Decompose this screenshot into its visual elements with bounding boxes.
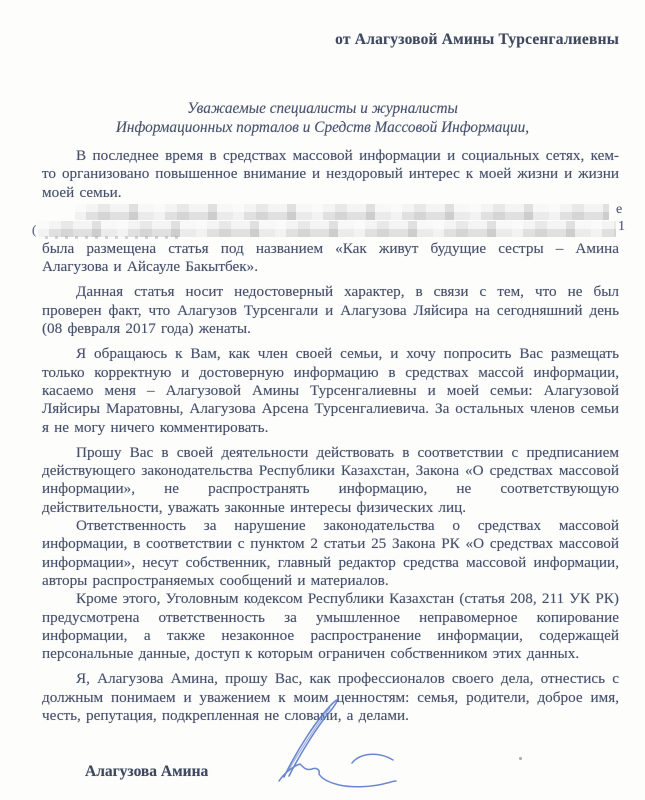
paragraph: была размещена статья под названием «Как живут будущие сестры – Амина Алагузова и Айсауле Бакытбек».: [42, 239, 619, 276]
letter-from-line: от Алагузовой Амины Турсенгалиевны: [335, 31, 619, 48]
redaction-bar: [38, 221, 616, 237]
salutation-line: Уважаемые специалисты и журналисты: [187, 100, 458, 117]
handwritten-signature-icon: [248, 668, 418, 800]
redaction-edge-char: е: [616, 201, 623, 217]
redaction-edge-char: 1: [618, 218, 625, 234]
paragraph: Прошу Вас в своей деятельности действовать в соответствии с предписанием действующего законодательства Республики Казахстан, Закона «О средствах массовой информации», не распространять информацию, не соответствующую действительности, уважать законные интересы физических лиц.: [42, 443, 619, 516]
paragraph: Кроме этого, Уголовным кодексом Республики Казахстан (статья 208, 211 УК РК) предусмотрена ответственность за умышленное неправомерное копирование информации, а также незаконное распространение информации, содержащей персональные данные, доступ к которым ограничен собственником этих данных.: [42, 590, 619, 663]
paragraph: Данная статья носит недостоверный характер, в связи с тем, что не был проверен факт, что Алагузов Турсенгали и Алагузова Ляйсира на сегодняшний день (08 февраля 2017 года) женаты.: [42, 283, 619, 338]
paragraph: Ответственность за нарушение законодательства о средствах массовой информации, в соответствии с пунктом 2 статьи 25 Закона РК «О средствах массовой информации», несут собственник, главный редактор средства массовой информации, авторы распространяемых сообщений и материалов.: [42, 517, 619, 589]
redaction-remnant-marks: [45, 236, 185, 239]
letter-salutation: [0, 99, 645, 137]
letter-body: [32, 147, 625, 725]
redaction-bar: [75, 204, 609, 220]
redaction-edge-char: (: [32, 221, 37, 237]
signer-name: Алагузова Амина: [85, 763, 209, 780]
paragraph: Я, Алагузова Амина, прошу Вас, как профессионалов своего дела, отнестись с должным понимаем и уважением к моим ценностям: семья, родители, доброе имя, честь, репутация, подкрепленная не словами, а делами.: [42, 670, 619, 725]
redacted-region: [32, 201, 625, 240]
scan-speck: [519, 757, 522, 760]
paragraph: В последнее время в средствах массовой информации и социальных сетях, кем-то организовано повышенное внимание и нездоровый интерес к моей жизни и жизни моей семьи.: [42, 147, 619, 201]
salutation-line: Информационных порталов и Средств Массовой Информации,: [115, 119, 530, 136]
paragraph: Я обращаюсь к Вам, как член своей семьи, и хочу попросить Вас размещать только корректную и достоверную информацию в средствах массой информации, касаемо меня – Алагузовой Амины Турсенгалиевны и моей семьи: Алагузовой Ляйсиры Маратовны, Алагузова Арсена Турсенгалиевича. За остальных членов семьи я не могу ничего комментировать.: [42, 345, 619, 436]
